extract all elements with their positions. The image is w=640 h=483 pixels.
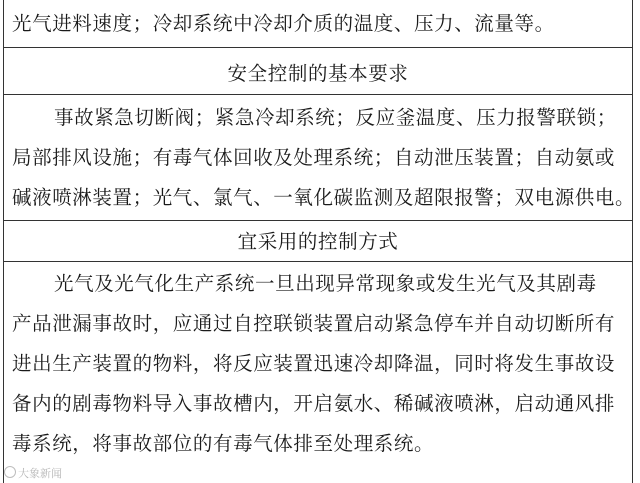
recommended-control-line-3: 进出生产装置的物料，将反应装置迅速冷却降温，同时将发生事故设 bbox=[12, 352, 616, 375]
table-divider bbox=[4, 220, 632, 221]
basic-requirements-line-1: 事故紧急切断阀；紧急冷却系统；反应釜温度、压力报警联锁； bbox=[54, 106, 617, 129]
section-header-basic-requirements: 安全控制的基本要求 bbox=[227, 62, 409, 85]
watermark-logo-icon bbox=[4, 466, 16, 478]
safety-control-table bbox=[3, 0, 636, 483]
table-divider bbox=[4, 261, 632, 262]
section-header-recommended-control: 宜采用的控制方式 bbox=[237, 230, 399, 253]
basic-requirements-line-2: 局部排风设施；有毒气体回收及处理系统；自动泄压装置；自动氨或 bbox=[12, 146, 616, 169]
basic-requirements-line-3: 碱液喷淋装置；光气、氯气、一氧化碳监测及超限报警；双电源供电。 bbox=[12, 186, 636, 209]
recommended-control-line-4: 备内的剧毒物料导入事故槽内，开启氨水、稀碱液喷淋，启动通风排 bbox=[12, 392, 616, 415]
row1-line-1: 光气进料速度；冷却系统中冷却介质的温度、压力、流量等。 bbox=[12, 12, 555, 35]
table-divider bbox=[4, 47, 632, 48]
recommended-control-line-2: 产品泄漏事故时，应通过自控联锁装置启动紧急停车并自动切断所有 bbox=[12, 312, 616, 335]
watermark bbox=[4, 465, 62, 481]
table-divider bbox=[4, 94, 632, 95]
recommended-control-line-5: 毒系统，将事故部位的有毒气体排至处理系统。 bbox=[12, 432, 435, 455]
recommended-control-line-1: 光气及光气化生产系统一旦出现异常现象或发生光气及其剧毒 bbox=[54, 272, 597, 295]
watermark-text: 大象新闻 bbox=[18, 467, 62, 480]
